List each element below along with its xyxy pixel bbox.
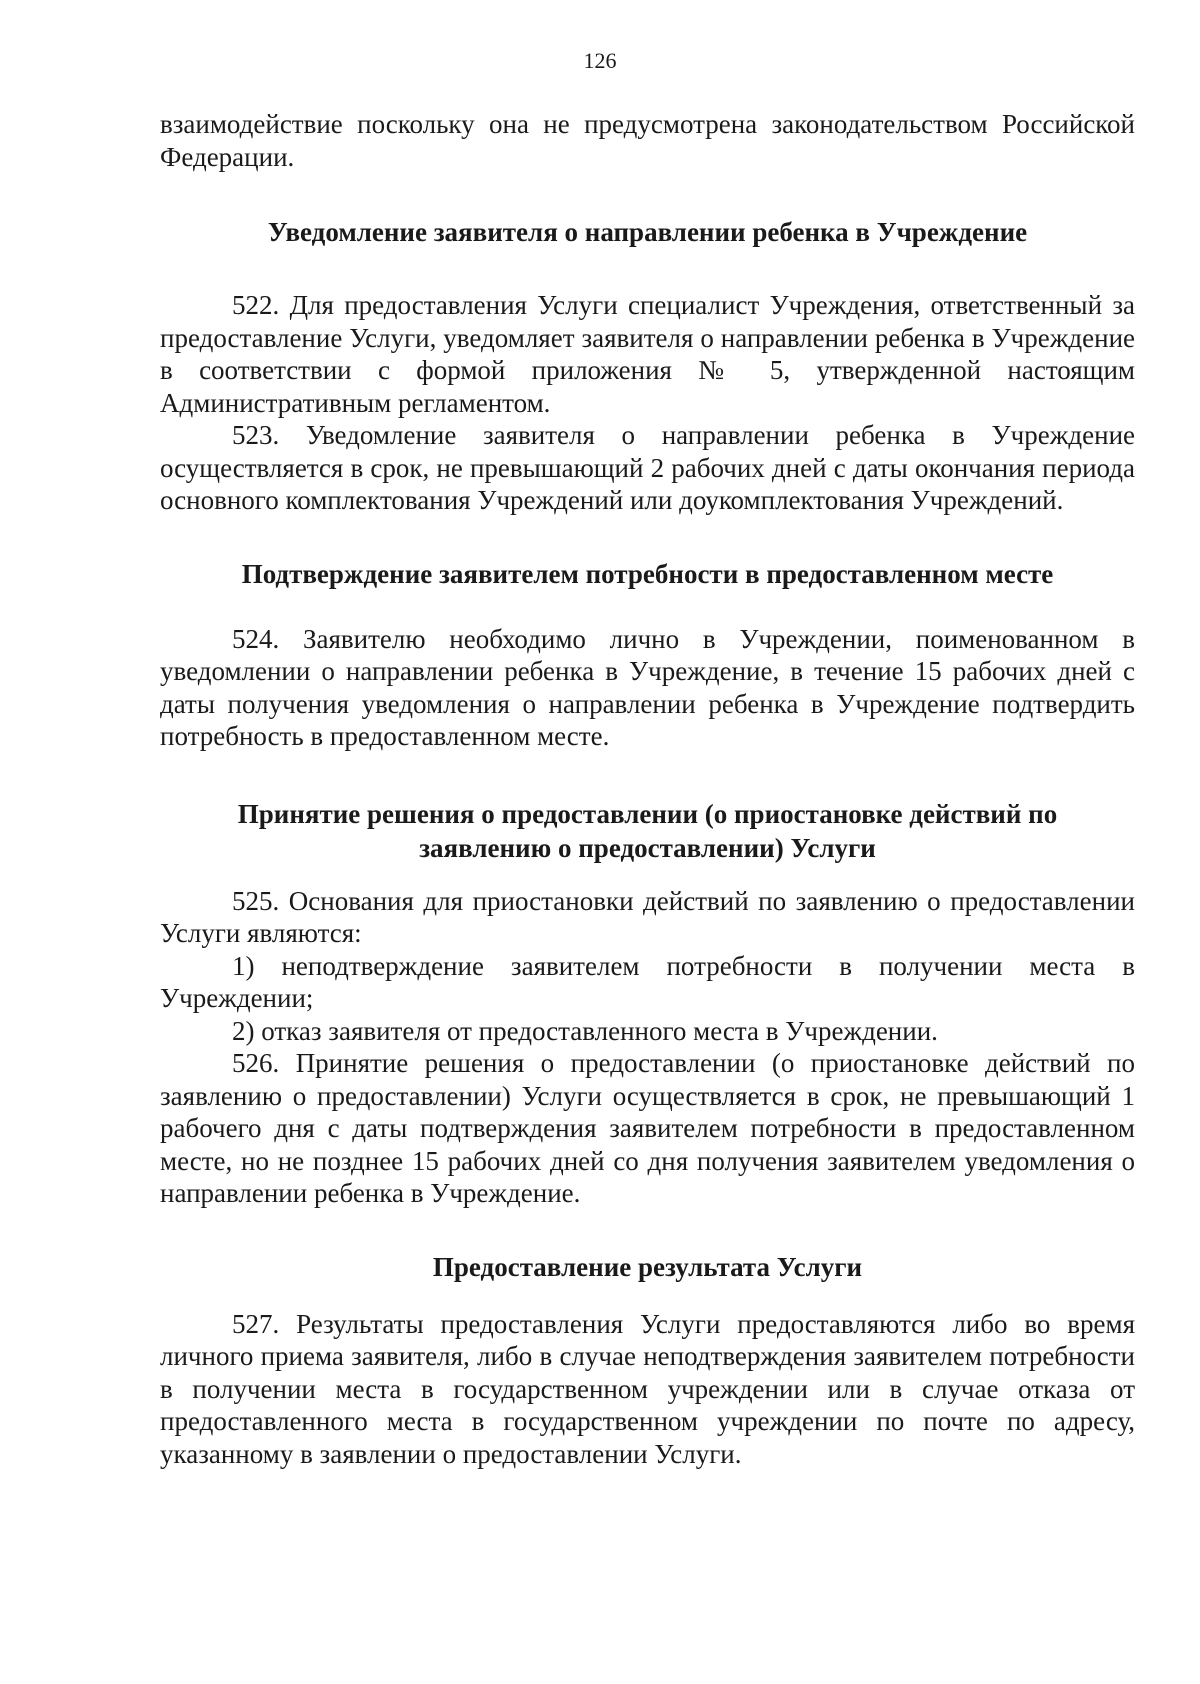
paragraph-526: 526. Принятие решения о предоставлении (о приостановке действий по заявлению о предоставлении) Услуги осуществляется в срок, не превышающий 1 рабочего дня с даты подтверждения заявителем потребности в предоставленном месте, но не позднее 15 рабочих дней со дня получения заявителем уведомления о направлении ребенка в Учреждение. <box>160 1048 1135 1208</box>
intro-paragraph: взаимодействие поскольку она не предусмотрена законодательством Российской Федерации. <box>160 109 1135 172</box>
list-item-1: 1) неподтверждение заявителем потребности в получении места в Учреждении; <box>160 950 1135 1013</box>
section-heading-result: Предоставление результата Услуги <box>432 1251 863 1282</box>
section-heading-notification: Уведомление заявителя о направлении ребенка в Учреждение <box>267 217 1028 247</box>
section-heading-confirmation: Подтверждение заявителем потребности в предоставленном месте <box>241 558 1054 589</box>
section-heading-decision: Принятие решения о предоставлении (о приостановке действий по заявлению о предоставлении) Услуги <box>237 798 1058 863</box>
document-body <box>160 108 1135 1470</box>
paragraph-523: 523. Уведомление заявителя о направлении ребенка в Учреждение осуществляется в срок, не превышающий 2 рабочих дней с даты окончания периода основного комплектования Учреждений или доукомплектования Учреждений. <box>160 420 1135 515</box>
paragraph-524: 524. Заявителю необходимо лично в Учреждении, поименованном в уведомлении о направлении ребенка в Учреждение, в течение 15 рабочих дней с даты получения уведомления о направлении ребенка в Учреждение подтвердить потребность в предоставленном месте. <box>160 623 1135 751</box>
page-number: 126 <box>583 48 617 73</box>
paragraph-525: 525. Основания для приостановки действий по заявлению о предоставлении Услуги являются: <box>160 885 1135 948</box>
list-item-2: 2) отказ заявителя от предоставленного места в Учреждении. <box>232 1015 938 1046</box>
paragraph-527: 527. Результаты предоставления Услуги предоставляются либо во время личного приема заявителя, либо в случае неподтверждения заявителем потребности в получении места в государственном учреждении или в случае отказа от предоставленного места в государственном учреждении по почте по адресу, указанному в заявлении о предоставлении Услуги. <box>160 1308 1135 1469</box>
paragraph-522: 522. Для предоставления Услуги специалист Учреждения, ответственный за предоставление Услуги, уведомляет заявителя о направлении ребенка в Учреждение в соответствии с формой приложения № 5, утвержденной настоящим Административным регламентом. <box>160 290 1135 418</box>
